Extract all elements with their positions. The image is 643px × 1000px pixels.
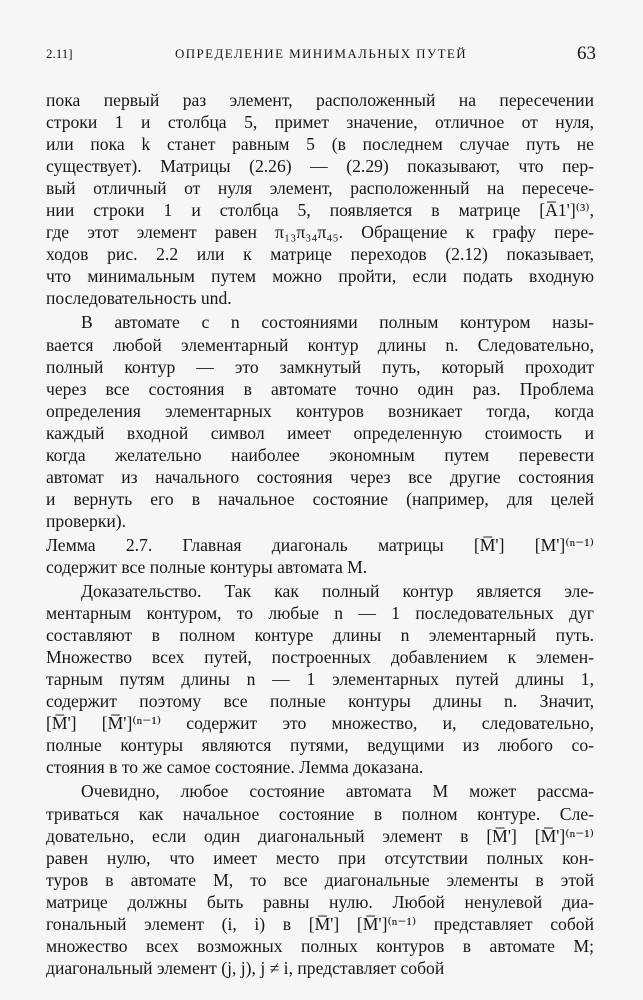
text-line: гональный элемент (i, i) в [M̅'] [M̅']⁽ⁿ⁻¹⁾ представляет собой xyxy=(46,913,594,934)
text-line: каждый входной символ имеет определенную стоимость и xyxy=(46,422,594,443)
text-line: что минимальным путем можно пройти, если подать входную xyxy=(46,266,594,287)
text-line: диагональный элемент (j, j), j ≠ i, представляет собой xyxy=(46,957,445,978)
text-line: строки 1 и столбца 5, примет значение, отличное от нуля, xyxy=(46,112,594,133)
text-line: автомат из начального состояния через все другие состояния xyxy=(46,466,594,487)
text-line: вый отличный от нуля элемент, расположенный на пересече- xyxy=(46,178,594,199)
text-line: определения элементарных контуров возникает тогда, когда xyxy=(46,400,594,421)
text-line: где этот элемент равен π₁₃π₃₄π₄₅. Обращение к графу пере- xyxy=(46,222,594,243)
text-line: множество всех возможных полных контуров в автомате M; xyxy=(46,935,594,956)
text-line: триваться как начальное состояние в полном контуре. Сле- xyxy=(46,803,594,824)
text-line: когда желательно наиболее экономным путем перевести xyxy=(46,444,594,465)
text-line: туров в автомате M, то все диагональные элементы в этой xyxy=(46,869,594,890)
text-line: [M̅'] [M̅']⁽ⁿ⁻¹⁾ содержит это множество, и, следовательно, xyxy=(46,713,594,734)
text-line: В автомате с n состояниями полным контуром назы- xyxy=(81,312,594,333)
text-line: составляют в полном контуре длины n элементарный путь. xyxy=(46,625,594,646)
text-line: нии строки 1 и столбца 5, появляется в матрице [A̅1']⁽³⁾, xyxy=(46,200,594,221)
text-line: или пока k станет равным 5 (в последнем случае путь не xyxy=(46,134,594,155)
text-line: содержит поэтому все полные контуры длины n. Значит, xyxy=(46,691,594,712)
text-line: ментарным контуром, то любые n — 1 последовательных дуг xyxy=(46,603,594,624)
text-line: Лемма 2.7. Главная диагональ матрицы [M̅'] [M']⁽ⁿ⁻¹⁾ xyxy=(46,534,594,555)
text-line: стояния в то же самое состояние. Лемма доказана. xyxy=(46,757,424,778)
page-number: 63 xyxy=(577,43,596,64)
body-text xyxy=(46,89,594,979)
running-header xyxy=(46,44,596,70)
text-line: довательно, если один диагональный элемент в [M̅'] [M̅']⁽ⁿ⁻¹⁾ xyxy=(46,825,594,846)
section-number: 2.11] xyxy=(46,46,73,61)
text-line: Множество всех путей, построенных добавлением к элемен- xyxy=(46,647,594,668)
text-line: через все состояния в автомате точно один раз. Проблема xyxy=(46,378,594,399)
text-line: Доказательство. Так как полный контур является эле- xyxy=(81,581,594,602)
text-line: пока первый раз элемент, расположенный на пересечении xyxy=(46,90,594,110)
text-line: проверки). xyxy=(46,510,127,531)
text-line: тарным путям длины n — 1 элементарных путей длины 1, xyxy=(46,669,594,690)
text-line: вается любой элементарный контур длины n. Следовательно, xyxy=(46,334,594,355)
text-line: ходов рис. 2.2 или к матрице переходов (2.12) показывает, xyxy=(46,244,594,265)
text-line: полные контуры являются путями, ведущими из любого со- xyxy=(46,735,594,756)
text-line: существует). Матрицы (2.26) — (2.29) показывают, что пер- xyxy=(46,156,594,177)
text-line: матрице должны быть равны нулю. Любой ненулевой диа- xyxy=(46,891,594,912)
text-line: равен нулю, что имеет место при отсутствии полных кон- xyxy=(46,847,594,868)
text-line: последовательность und. xyxy=(46,288,232,309)
text-line: Очевидно, любое состояние автомата M может рассма- xyxy=(81,781,594,802)
text-line: и вернуть его в начальное состояние (например, для целей xyxy=(46,488,594,509)
running-title: ОПРЕДЕЛЕНИЕ МИНИМАЛЬНЫХ ПУТЕЙ xyxy=(174,46,468,61)
text-line: полный контур — это замкнутый путь, который проходит xyxy=(46,356,594,377)
text-line: содержит все полные контуры автомата M. xyxy=(46,556,368,577)
